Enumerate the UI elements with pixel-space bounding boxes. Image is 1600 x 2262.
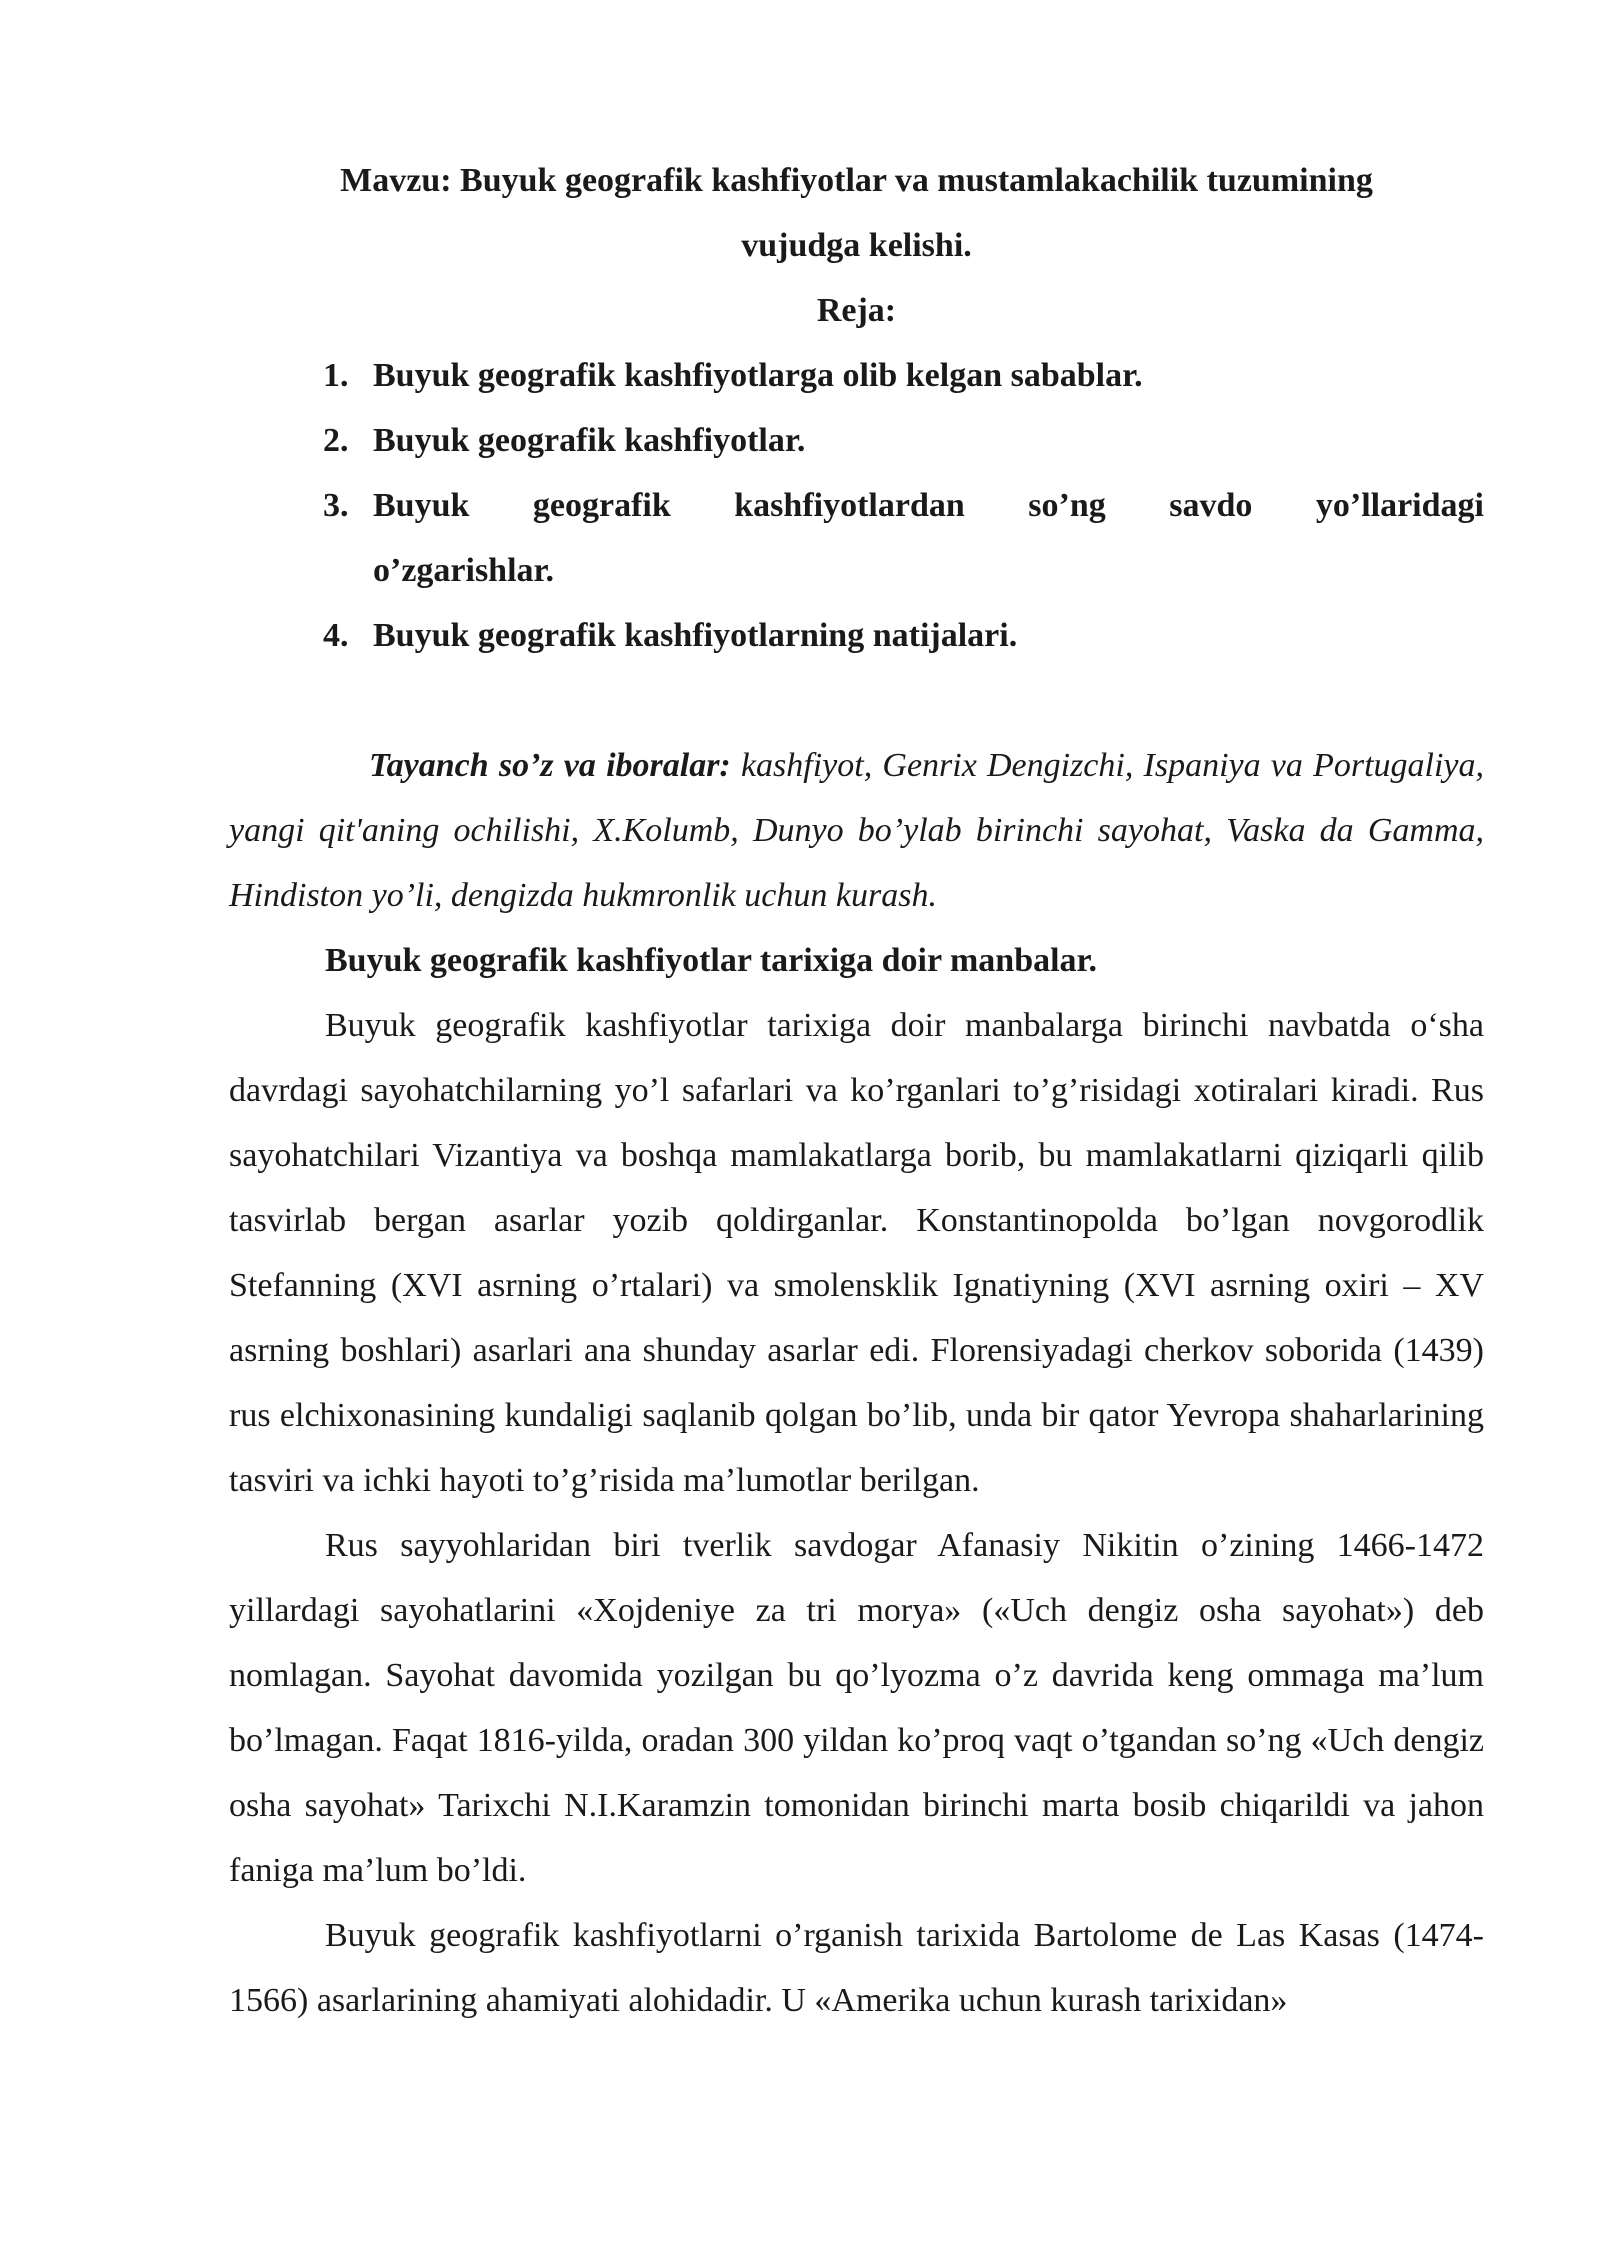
plan-list — [229, 343, 1484, 668]
body-paragraph-1: Buyuk geografik kashfiyotlar tarixiga doir manbalarga birinchi navbatda o‘sha davrdagi sayohatchilarning yo’l safarlari va ko’rganlari to’g’risidagi xotiralari kiradi. Rus sayohatchilari Vizantiya va boshqa mamlakatlarga borib, bu mamlakatlarni qiziqarli qilib tasvirlab bergan asarlar yozib qoldirganlar. Konstantinopolda bo’lgan novgorodlik Stefanning (XVI asrning o’rtalari) va smolensklik Ignatiyning (XVI asrning oxiri – XV asrning boshlari) asarlari ana shunday asarlar edi. Florensiyadagi cherkov soborida (1439) rus elchixonasining kundaligi saqlanib qolgan bo’lib, unda bir qator Yevropa shaharlarining tasviri va ichki hayoti to’g’risida ma’lumotlar berilgan. — [229, 1007, 1484, 1499]
keywords-paragraph — [229, 733, 1484, 928]
document-title — [229, 148, 1484, 278]
plan-item-1 — [229, 343, 1484, 408]
plan-item-text: Buyuk geografik kashfiyotlarga olib kelgan sabablar. — [373, 357, 1143, 394]
plan-item-number: 2. — [323, 422, 349, 459]
title-line-1: Mavzu: Buyuk geografik kashfiyotlar va mustamlakachilik tuzumining — [340, 162, 1373, 199]
plan-item-text: Buyuk geografik kashfiyotlar. — [373, 422, 806, 459]
plan-item-2 — [229, 408, 1484, 473]
plan-item-number: 3. — [323, 487, 349, 524]
plan-item-number: 1. — [323, 357, 349, 394]
body-paragraph-3: Buyuk geografik kashfiyotlarni o’rganish tarixida Bartolome de Las Kasas (1474-1566) asarlarining ahamiyati alohidadir. U «Amerika uchun kurash tarixidan» — [229, 1917, 1484, 2019]
keywords-text: kashfiyot, Genrix Dengizchi, Ispaniya va Portugaliya, yangi qit'aning ochilishi, X.Kolumb, Dunyo bo’ylab birinchi sayohat, Vaska da Gamma, Hindiston yo’li, dengizda hukmronlik uchun kurash. — [229, 747, 1485, 914]
plan-item-text-line-1: Buyuk geografik kashfiyotlardan so’ng savdo yo’llaridagi — [373, 487, 1484, 524]
plan-item-number: 4. — [323, 617, 349, 654]
plan-item-3 — [229, 473, 1484, 603]
keywords-label: Tayanch so’z va iboralar: — [369, 747, 731, 784]
section-heading: Buyuk geografik kashfiyotlar tarixiga doir manbalar. — [325, 942, 1098, 979]
plan-item-4 — [229, 603, 1484, 668]
plan-item-text: Buyuk geografik kashfiyotlarning natijalari. — [373, 617, 1018, 654]
body-paragraph-2: Rus sayyohlaridan biri tverlik savdogar Afanasiy Nikitin o’zining 1466-1472 yillardagi sayohatlarini «Xojdeniye za tri morya» («Uch dengiz osha sayohat») deb nomlagan. Sayohat davomida yozilgan bu qo’lyozma o’z davrida keng ommaga ma’lum bo’lmagan. Faqat 1816-yilda, oradan 300 yildan ko’proq vaqt o’tgandan so’ng «Uch dengiz osha sayohat» Tarixchi N.I.Karamzin tomonidan birinchi marta bosib chiqarildi va jahon faniga ma’lum bo’ldi. — [229, 1527, 1484, 1889]
title-line-2: vujudga kelishi. — [741, 227, 972, 264]
plan-heading: Reja: — [816, 292, 897, 329]
document-page — [229, 148, 1484, 2033]
plan-item-text-line-2: o’zgarishlar. — [373, 552, 555, 589]
